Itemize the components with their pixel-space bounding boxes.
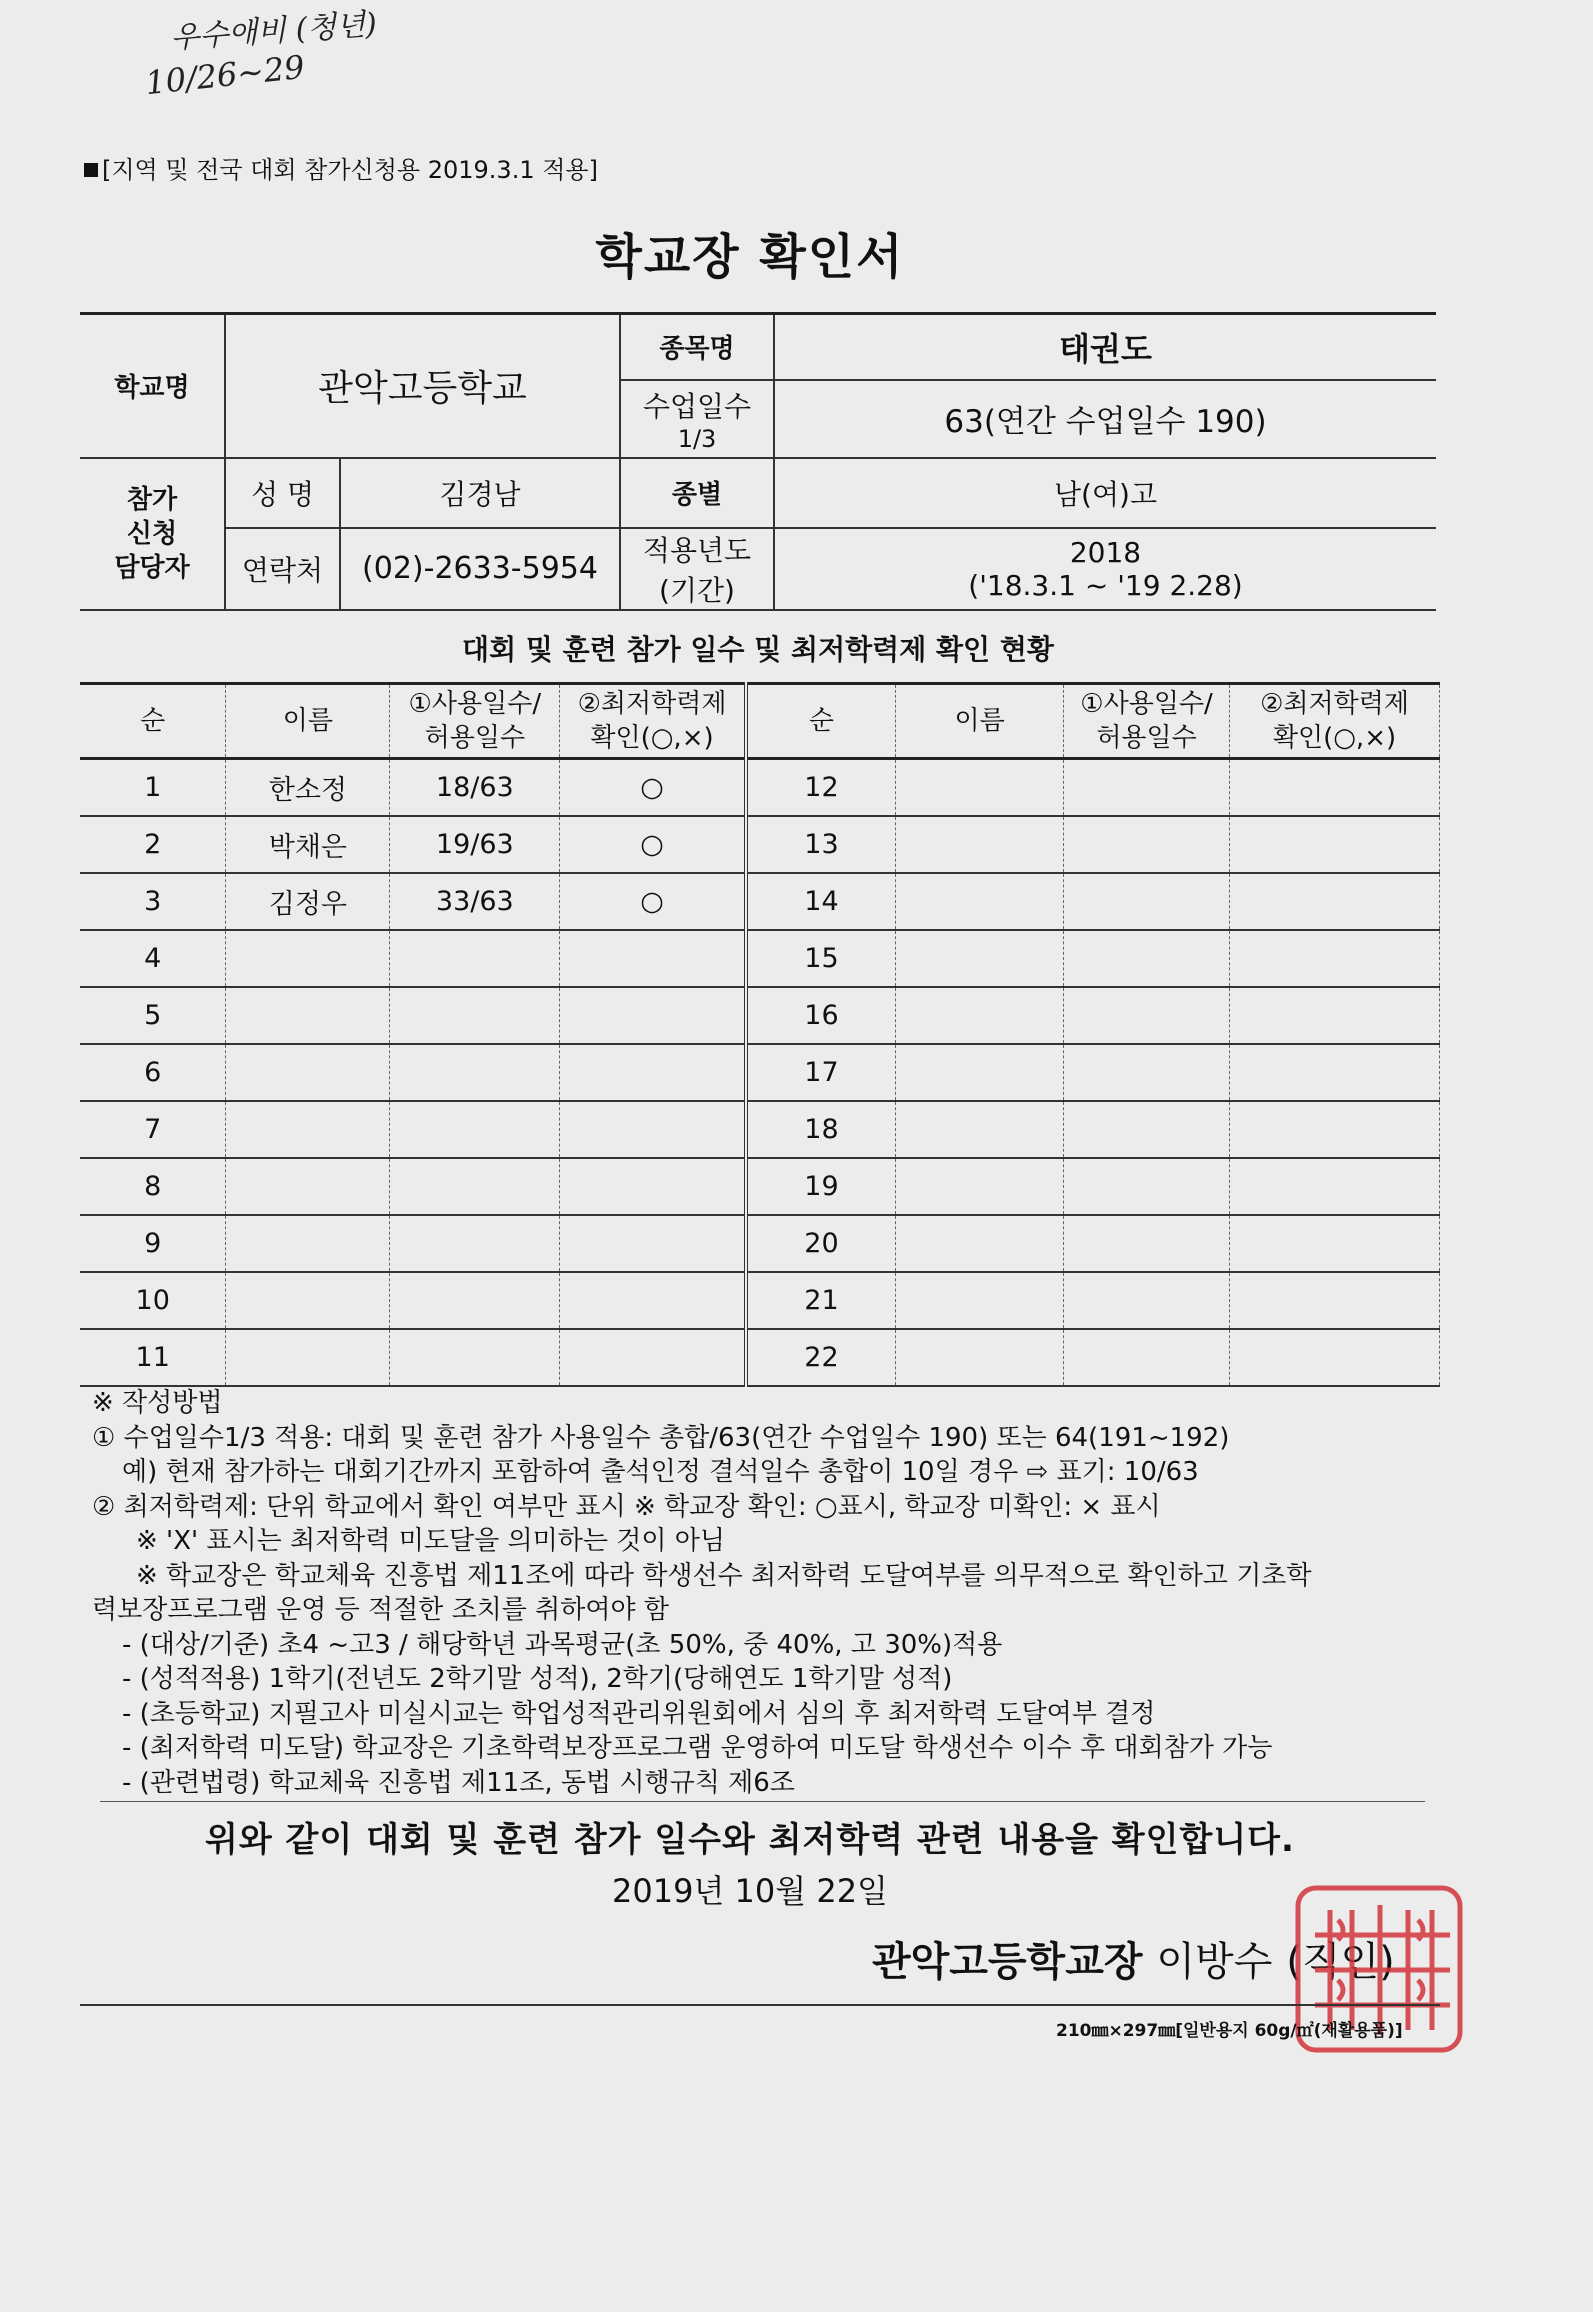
- header-name-right: 이름: [896, 684, 1064, 759]
- days-cell: [390, 1329, 560, 1386]
- class-days-label-line1: 수업일수: [642, 389, 752, 423]
- check-cell: [1230, 1329, 1440, 1386]
- no-cell: 10: [80, 1272, 226, 1329]
- document-title: 학교장 확인서: [595, 229, 905, 285]
- header-name: 이름: [226, 684, 390, 759]
- year-label-line2: (기간): [659, 573, 735, 607]
- table-row: [80, 1158, 1440, 1215]
- applicant-label-line1: 참가: [126, 484, 178, 515]
- no-cell: 13: [746, 816, 896, 873]
- days-cell: 19/63: [390, 816, 560, 873]
- check-cell: [1230, 873, 1440, 930]
- no-cell: 5: [80, 987, 226, 1044]
- method-line: ② 최저학력제: 단위 학교에서 확인 여부만 표시 ※ 학교장 확인: ○표시, 학교장 미확인: × 표시: [92, 1491, 1161, 1522]
- applicant-label-line3: 담당자: [114, 552, 190, 583]
- header-no: 순: [80, 684, 226, 759]
- bottom-divider: [80, 2004, 1440, 2006]
- method-line: ① 수업일수1/3 적용: 대회 및 훈련 참가 사용일수 총합/63(연간 수업일수 190) 또는 64(191~192): [92, 1422, 1230, 1453]
- name-cell: 박채은: [226, 816, 390, 873]
- no-cell: 14: [746, 873, 896, 930]
- check-cell: [560, 1215, 746, 1272]
- header-min-academic: [560, 684, 746, 759]
- no-cell: 17: [746, 1044, 896, 1101]
- no-cell: 8: [80, 1158, 226, 1215]
- name-cell: 김정우: [226, 873, 390, 930]
- no-cell: 7: [80, 1101, 226, 1158]
- name-cell: [896, 873, 1064, 930]
- days-cell: [1064, 816, 1230, 873]
- name-value: 김경남: [340, 458, 620, 528]
- days-cell: [390, 930, 560, 987]
- no-cell: 11: [80, 1329, 226, 1386]
- check-cell: [560, 1329, 746, 1386]
- method-heading: ※ 작성방법: [92, 1388, 223, 1418]
- name-cell: [896, 1044, 1064, 1101]
- name-cell: [226, 1044, 390, 1101]
- check-cell: [1230, 1215, 1440, 1272]
- check-cell: [560, 1158, 746, 1215]
- name-cell: [896, 1272, 1064, 1329]
- signer-name: 이방수: [1156, 1939, 1273, 1985]
- applicant-label-line2: 신청: [126, 518, 178, 549]
- days-cell: [390, 1272, 560, 1329]
- method-line: ※ 학교장은 학교체육 진흥법 제11조에 따라 학생선수 최저학력 도달여부를 의무적으로 확인하고 기초학: [136, 1560, 1312, 1591]
- header-used-days-line2: 허용일수: [424, 723, 526, 753]
- school-label: 학교명: [80, 314, 225, 458]
- class-days-label: [620, 380, 774, 458]
- year-value: [774, 528, 1436, 610]
- method-line: - (성적적용) 1학기(전년도 2학기말 성적), 2학기(당해연도 1학기말 성적): [122, 1664, 953, 1694]
- name-cell: [226, 1215, 390, 1272]
- table-row: [80, 930, 1440, 987]
- handwritten-note-1: 우수애비 (청년): [169, 6, 379, 57]
- name-label: 성 명: [225, 458, 340, 528]
- table-row: [80, 1329, 1440, 1386]
- name-cell: 한소정: [226, 759, 390, 817]
- header-min-academic-line2: 확인(○,×): [590, 723, 714, 753]
- check-cell: [1230, 1101, 1440, 1158]
- applicant-label: [80, 458, 225, 610]
- days-cell: [1064, 759, 1230, 817]
- table-row: [80, 816, 1440, 873]
- no-cell: 19: [746, 1158, 896, 1215]
- class-days-label-line2: 1/3: [677, 424, 717, 453]
- header-note-text: [지역 및 전국 대회 참가신청용 2019.3.1 적용]: [102, 156, 598, 184]
- header-note: [84, 150, 598, 185]
- header-min-academic-line1: ②최저학력제: [577, 689, 727, 719]
- table-row: [80, 1101, 1440, 1158]
- name-cell: [896, 987, 1064, 1044]
- header-min-academic-right: [1230, 684, 1440, 759]
- method-line: 예) 현재 참가하는 대회기간까지 포함하여 출석인정 결석일수 총합이 10일 경우 ⇨ 표기: 10/63: [122, 1457, 1199, 1487]
- days-cell: [390, 1044, 560, 1101]
- confirmation-date: 2019년 10월 22일: [612, 1872, 888, 1910]
- days-cell: [1064, 987, 1230, 1044]
- days-cell: 18/63: [390, 759, 560, 817]
- paper-spec: 210㎜×297㎜[일반용지 60g/㎡(재활용품)]: [1056, 2021, 1403, 2041]
- table-header-row: [80, 684, 1440, 759]
- name-cell: [896, 816, 1064, 873]
- signer-title: 관악고등학교장: [872, 1939, 1143, 1985]
- seal-text: (직인): [1286, 1939, 1395, 1985]
- class-days-value: 63(연간 수업일수 190): [774, 380, 1436, 458]
- header-no-right: 순: [746, 684, 896, 759]
- table-row: [80, 987, 1440, 1044]
- table-row: [80, 759, 1440, 817]
- table-row: [80, 1044, 1440, 1101]
- year-label: [620, 528, 774, 610]
- days-cell: [390, 1215, 560, 1272]
- method-line: ※ 'X' 표시는 최저학력 미도달을 의미하는 것이 아님: [136, 1526, 725, 1556]
- no-cell: 22: [746, 1329, 896, 1386]
- no-cell: 18: [746, 1101, 896, 1158]
- table-row: [80, 1215, 1440, 1272]
- name-cell: [896, 1158, 1064, 1215]
- event-value: 태권도: [774, 314, 1436, 380]
- method-line: - (대상/기준) 초4 ~고3 / 해당학년 과목평균(초 50%, 중 40%, 고 30%)적용: [122, 1629, 1003, 1660]
- no-cell: 1: [80, 759, 226, 817]
- check-cell: [1230, 930, 1440, 987]
- method-line: - (최저학력 미도달) 학교장은 기초학력보장프로그램 운영하여 미도달 학생선수 이수 후 대회참가 가능: [122, 1733, 1273, 1763]
- check-cell: [1230, 987, 1440, 1044]
- no-cell: 2: [80, 816, 226, 873]
- name-cell: [896, 1101, 1064, 1158]
- year-value-line2: ('18.3.1 ~ '19 2.28): [968, 568, 1243, 602]
- check-cell: ○: [560, 759, 746, 817]
- square-bullet-icon: [84, 163, 98, 177]
- check-cell: [1230, 1272, 1440, 1329]
- no-cell: 6: [80, 1044, 226, 1101]
- year-label-line1: 적용년도: [642, 533, 752, 567]
- check-cell: [1230, 1158, 1440, 1215]
- info-table: [80, 312, 1436, 611]
- contact-label: 연락처: [225, 528, 340, 610]
- type-value: 남(여)고: [774, 458, 1436, 528]
- header-min-academic-right-line2: 확인(○,×): [1272, 723, 1397, 753]
- header-used-days-right-line2: 허용일수: [1096, 723, 1197, 753]
- method-line: - (초등학교) 지필고사 미실시교는 학업성적관리위원회에서 심의 후 최저학력 도달여부 결정: [122, 1698, 1156, 1729]
- no-cell: 20: [746, 1215, 896, 1272]
- method-line: - (관련법령) 학교체육 진흥법 제11조, 동법 시행규칙 제6조: [122, 1767, 795, 1798]
- table-row: [80, 873, 1440, 930]
- type-label: 종별: [620, 458, 774, 528]
- days-cell: [390, 1158, 560, 1215]
- name-cell: [226, 930, 390, 987]
- check-cell: [1230, 816, 1440, 873]
- check-cell: [560, 1044, 746, 1101]
- days-cell: [1064, 1215, 1230, 1272]
- check-cell: ○: [560, 816, 746, 873]
- header-used-days-right: [1064, 684, 1230, 759]
- name-cell: [896, 759, 1064, 817]
- header-used-days-line1: ①사용일수/: [408, 689, 542, 719]
- writing-instructions: [92, 1386, 1452, 1800]
- header-used-days: [390, 684, 560, 759]
- status-title: 대회 및 훈련 참가 일수 및 최저학력제 확인 현황: [462, 633, 1054, 666]
- event-label: 종목명: [620, 314, 774, 380]
- no-cell: 15: [746, 930, 896, 987]
- days-cell: [390, 1101, 560, 1158]
- check-cell: [1230, 1044, 1440, 1101]
- days-cell: [1064, 873, 1230, 930]
- days-cell: [1064, 1158, 1230, 1215]
- header-used-days-right-line1: ①사용일수/: [1080, 689, 1213, 719]
- check-cell: ○: [560, 873, 746, 930]
- no-cell: 3: [80, 873, 226, 930]
- days-cell: 33/63: [390, 873, 560, 930]
- name-cell: [226, 1101, 390, 1158]
- year-value-line1: 2018: [1069, 535, 1142, 569]
- name-cell: [896, 1329, 1064, 1386]
- header-min-academic-right-line1: ②최저학력제: [1260, 689, 1409, 719]
- name-cell: [226, 1158, 390, 1215]
- no-cell: 16: [746, 987, 896, 1044]
- name-cell: [226, 1272, 390, 1329]
- days-cell: [390, 987, 560, 1044]
- name-cell: [226, 1329, 390, 1386]
- table-row: [80, 1272, 1440, 1329]
- name-cell: [226, 987, 390, 1044]
- no-cell: 21: [746, 1272, 896, 1329]
- method-line: 력보장프로그램 운영 등 적절한 조치를 취하여야 함: [92, 1595, 670, 1625]
- handwritten-note-2: 10/26~29: [143, 47, 307, 103]
- no-cell: 12: [746, 759, 896, 817]
- name-cell: [896, 1215, 1064, 1272]
- participation-table: [80, 682, 1440, 1387]
- days-cell: [1064, 930, 1230, 987]
- school-name: 관악고등학교: [225, 314, 620, 458]
- check-cell: [560, 1101, 746, 1158]
- no-cell: 9: [80, 1215, 226, 1272]
- no-cell: 4: [80, 930, 226, 987]
- days-cell: [1064, 1101, 1230, 1158]
- check-cell: [560, 987, 746, 1044]
- contact-value: (02)-2633-5954: [340, 528, 620, 610]
- name-cell: [896, 930, 1064, 987]
- check-cell: [560, 930, 746, 987]
- confirmation-statement: 위와 같이 대회 및 훈련 참가 일수와 최저학력 관련 내용을 확인합니다.: [205, 1820, 1295, 1860]
- days-cell: [1064, 1044, 1230, 1101]
- check-cell: [560, 1272, 746, 1329]
- days-cell: [1064, 1272, 1230, 1329]
- divider: [100, 1801, 1425, 1802]
- days-cell: [1064, 1329, 1230, 1386]
- check-cell: [1230, 759, 1440, 817]
